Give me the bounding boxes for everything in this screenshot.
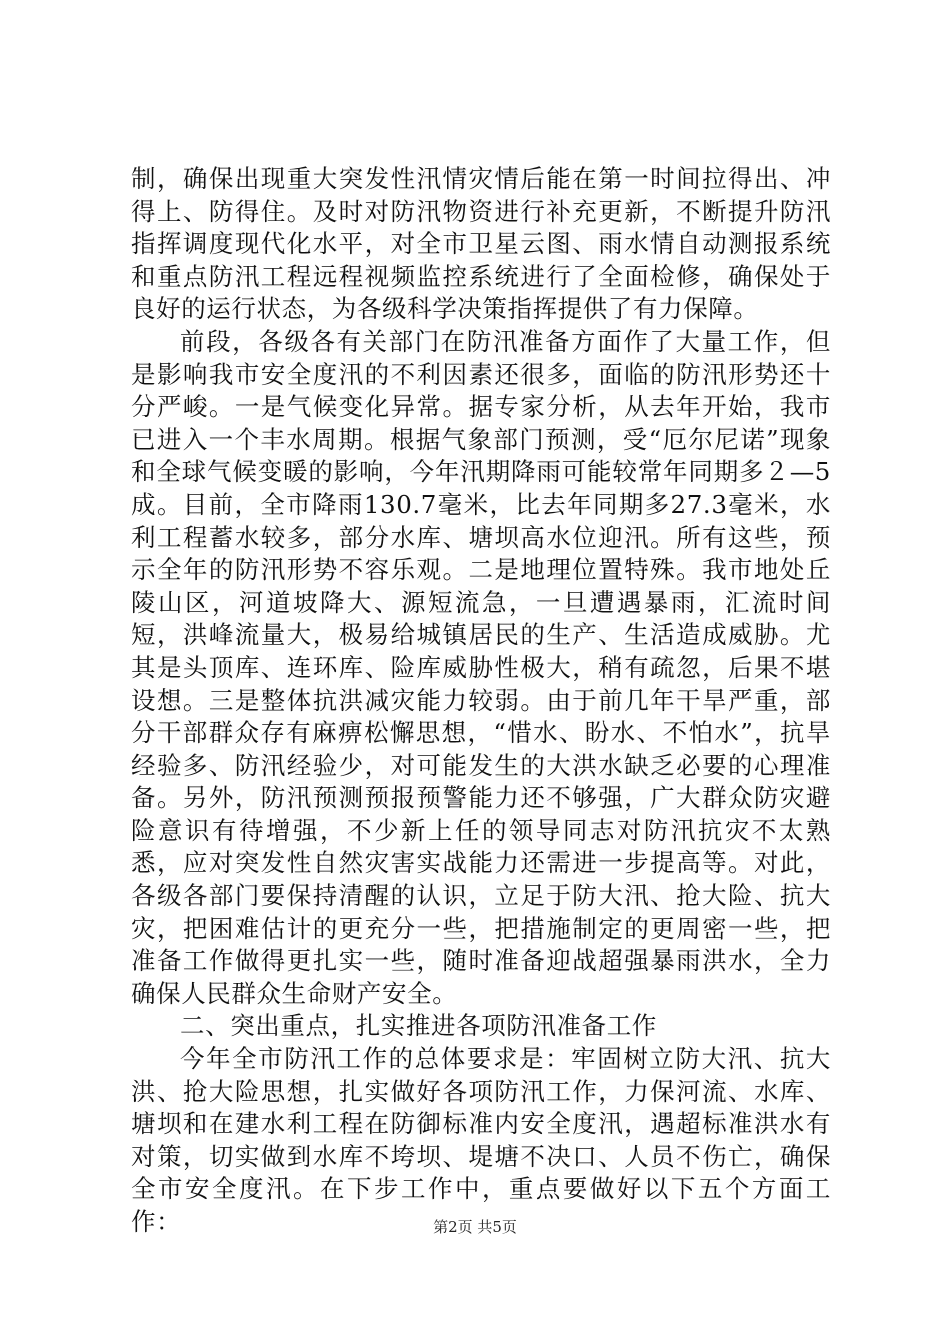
paragraph-requirements: 今年全市防汛工作的总体要求是：牢固树立防大汛、抗大洪、抢大险思想，扎实做好各项防汛工作，力保河流、水库、塘坝和在建水利工程在防御标准内安全度汛，遇超标准洪水有对策，切实做到水库不垮坝、堤塘不决口、人员不伤亡，确保全市安全度汛。在下步工作中，重点要做好以下五个方面工作： (131, 1044, 831, 1236)
page-number-footer: 第2页 共5页 (433, 1218, 517, 1236)
paragraph-flood-situation: 前段，各级各有关部门在防汛准备方面作了大量工作，但是影响我市安全度汛的不利因素还很多，面临的防汛形势还十分严峻。一是气候变化异常。据专家分析，从去年开始，我市已进入一个丰水周期。根据气象部门预测，受“厄尔尼诺”现象和全球气候变暖的影响，今年汛期降雨可能较常年同期多２—5成。目前，全市降雨130.7毫米，比去年同期多27.3毫米，水利工程蓄水较多，部分水库、塘坝高水位迎汛。所有这些，预示全年的防汛形势不容乐观。二是地理位置特殊。我市地处丘陵山区，河道坡降大、源短流急，一旦遭遇暴雨，汇流时间短，洪峰流量大，极易给城镇居民的生产、生活造成威胁。尤其是头顶库、连环库、险库威胁性极大，稍有疏忽，后果不堪设想。三是整体抗洪减灾能力较弱。由于前几年干旱严重，部分干部群众存有麻痹松懈思想，“惜水、盼水、不怕水”，抗旱经验多、防汛经验少，对可能发生的大洪水缺乏必要的心理准备。另外，防汛预测预报预警能力还不够强，广大群众防灾避险意识有待增强，不少新上任的领导同志对防汛抗灾不太熟悉，应对突发性自然灾害实战能力还需进一步提高等。对此，各级各部门要保持清醒的认识，立足于防大汛、抢大险、抗大灾，把困难估计的更充分一些，把措施制定的更周密一些，把准备工作做得更扎实一些，随时准备迎战超强暴雨洪水，全力确保人民群众生命财产安全。 (131, 326, 831, 1008)
paragraph-continuation: 制，确保出现重大突发性汛情灾情后能在第一时间拉得出、冲得上、防得住。及时对防汛物资进行补充更新，不断提升防汛指挥调度现代化水平，对全市卫星云图、雨水情自动测报系统和重点防汛工程远程视频监控系统进行了全面检修，确保处于良好的运行状态，为各级科学决策指挥提供了有力保障。 (131, 164, 831, 324)
document-body (131, 163, 831, 1239)
section-heading: 二、突出重点，扎实推进各项防汛准备工作 (180, 1011, 657, 1041)
